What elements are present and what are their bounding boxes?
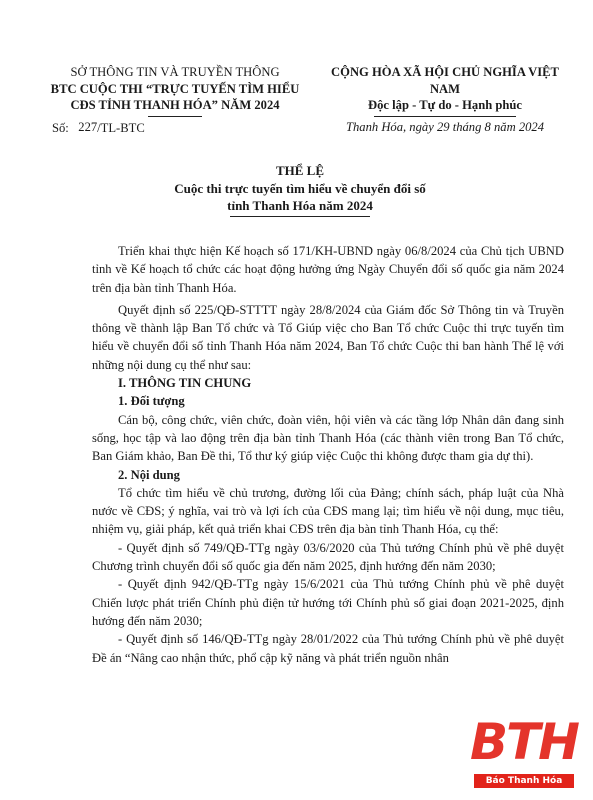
- national-header: [320, 64, 570, 117]
- title-line-3: tỉnh Thanh Hóa năm 2024: [227, 198, 373, 213]
- paragraph-legal-basis-1: Triển khai thực hiện Kế hoạch số 171/KH-UBND ngày 06/8/2024 của Chủ tịch UBND tỉnh về Kế hoạch tổ chức các hoạt động hưởng ứng Ngày Chuyển đổi số quốc gia năm 2024 trên địa bàn tỉnh Thanh Hóa.: [92, 244, 564, 295]
- doc-number-value: 227: [78, 120, 98, 134]
- issuer-line-1: SỞ THÔNG TIN VÀ TRUYỀN THÔNG: [70, 65, 280, 79]
- subheading-participants: 1. Đối tượng: [118, 394, 185, 409]
- national-title: CỘNG HÒA XÃ HỘI CHỦ NGHĨA VIỆT NAM: [331, 65, 559, 96]
- issuer-underline: [148, 116, 202, 117]
- list-item-decision-749: - Quyết định số 749/QĐ-TTg ngày 03/6/2020 của Thủ tướng Chính phủ về phê duyệt Chương trình chuyển đổi số quốc gia đến năm 2025, định hướng đến năm 2030;: [92, 540, 564, 574]
- newspaper-watermark-logo: [468, 712, 580, 792]
- date-place: Thanh Hóa, ngày: [345, 120, 434, 134]
- paragraph-legal-basis-2: Quyết định số 225/QĐ-STTTT ngày 28/8/2024 của Giám đốc Sở Thông tin và Truyền thông về thành lập Ban Tổ chức và Tổ Giúp việc cho Ban Tổ chức Cuộc thi trực tuyến tìm hiểu về chuyển đổi số tỉnh Thanh Hóa năm 2024, Ban Tổ chức Cuộc thi ban hành Thể lệ với những nội dung cụ thể như sau:: [92, 302, 564, 372]
- document-number: [52, 120, 145, 136]
- date-day: 29: [436, 120, 450, 134]
- doc-number-suffix: /TL-BTC: [97, 121, 145, 135]
- title-line-2: Cuộc thi trực tuyến tìm hiểu về chuyển đổi số: [174, 181, 426, 196]
- issuer-line-3: CĐS TỈNH THANH HÓA” NĂM 2024: [70, 98, 280, 112]
- watermark-caption: Báo Thanh Hóa: [474, 774, 574, 788]
- issuer-header: [40, 64, 310, 117]
- section-heading-general-info: I. THÔNG TIN CHUNG: [118, 376, 252, 391]
- date-month-year: tháng 8 năm 2024: [452, 120, 545, 134]
- motto-underline: [374, 116, 516, 117]
- issue-date: [330, 120, 560, 135]
- paragraph-participants: Cán bộ, công chức, viên chức, đoàn viên, hội viên và các tầng lớp Nhân dân đang sinh sống, học tập và lao động trên địa bàn tỉnh Thanh Hóa (các thành viên trong Ban Tổ chức, Ban Giám khảo, Ban Đề thi, Tổ thư ký giúp việc Cuộc thi không được tham gia dự thi).: [92, 412, 564, 464]
- list-item-decision-146: - Quyết định số 146/QĐ-TTg ngày 28/01/2022 của Thủ tướng Chính phủ về phê duyệt Đề án “Nâng cao nhận thức, phổ cập kỹ năng và phát triển nguồn nhân: [92, 632, 564, 665]
- title-underline: [230, 216, 370, 217]
- title-line-1: THỂ LỆ: [275, 163, 325, 178]
- watermark-logo-text: BTH: [469, 713, 579, 771]
- document-title: [40, 162, 560, 217]
- issuer-line-2: BTC CUỘC THI “TRỰC TUYẾN TÌM HIỂU: [50, 81, 300, 96]
- doc-number-prefix: Số:: [52, 121, 69, 135]
- paragraph-content: Tổ chức tìm hiểu về chủ trương, đường lối của Đảng; chính sách, pháp luật của Nhà nước về CĐS; ý nghĩa, vai trò và lợi ích của CĐS mang lại; tìm hiểu về nội dung, mục tiêu, nhiệm vụ, giải pháp, kết quả triển khai CĐS trên địa bàn tỉnh Thanh Hóa, cụ thể:: [92, 485, 564, 537]
- list-item-decision-942: - Quyết định 942/QĐ-TTg ngày 15/6/2021 của Thủ tướng Chính phủ về phê duyệt Chiến lược phát triển Chính phủ điện tử hướng tới Chính phủ số giai đoạn 2021-2025, định hướng đến năm 2030;: [92, 577, 564, 628]
- national-motto: Độc lập - Tự do - Hạnh phúc: [368, 98, 522, 112]
- document-body: [92, 242, 564, 667]
- subheading-content: 2. Nội dung: [118, 467, 180, 482]
